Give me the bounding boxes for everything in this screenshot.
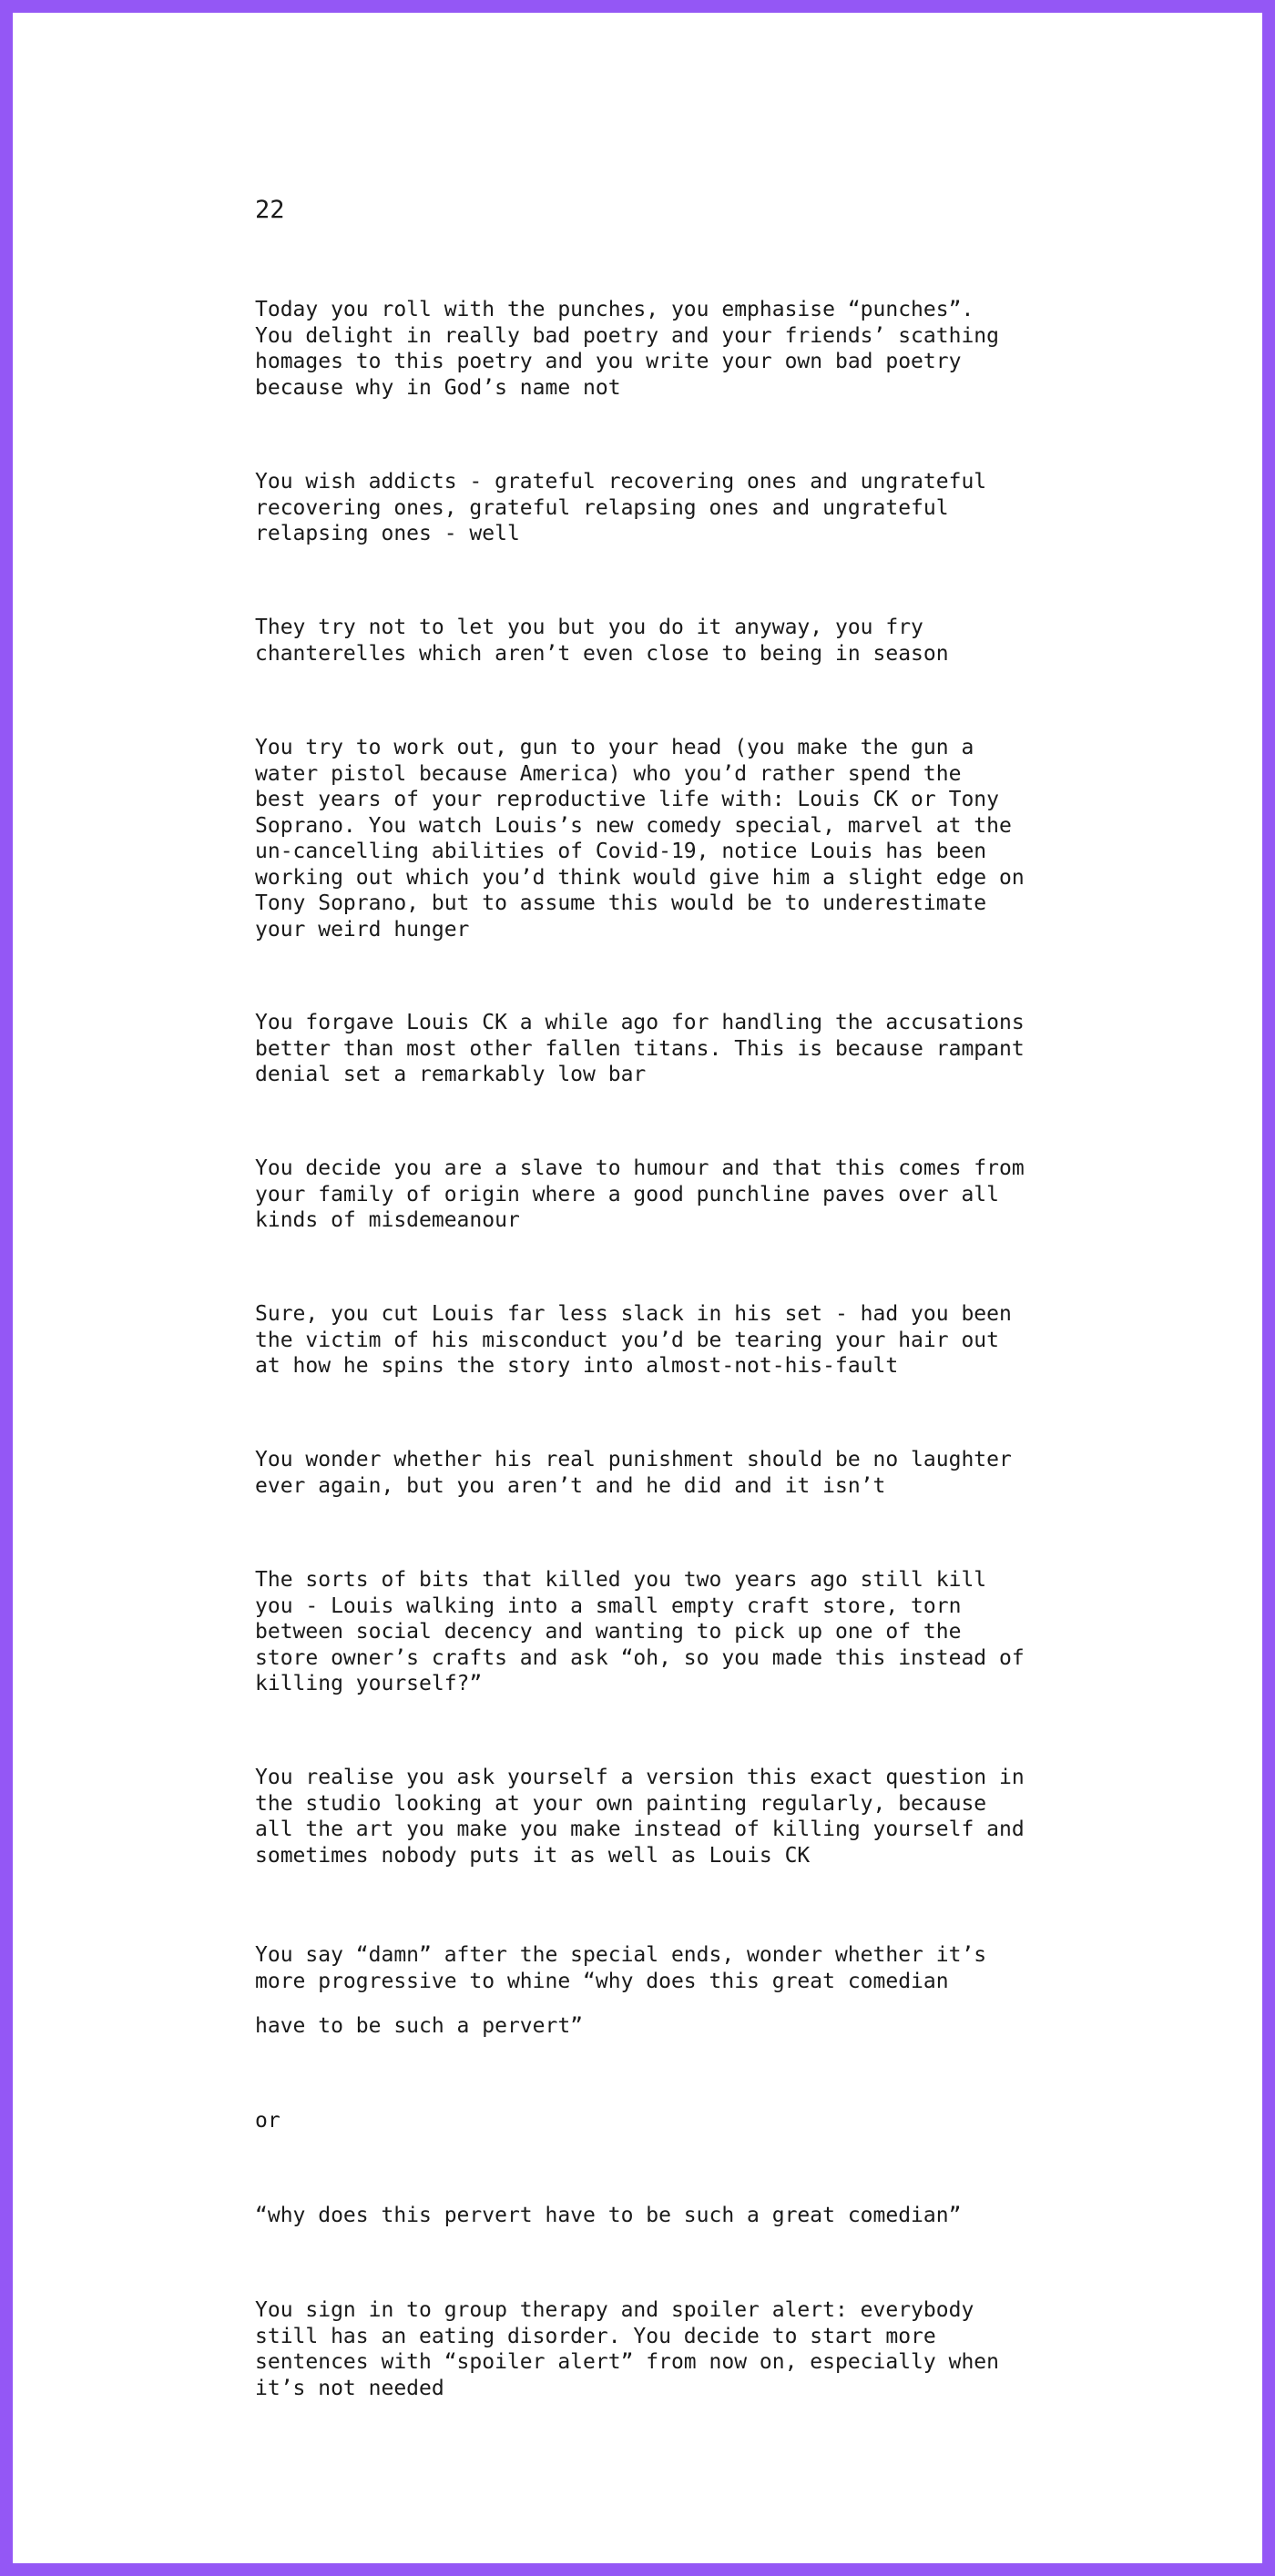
paragraph-or: or <box>255 2109 280 2133</box>
page-number: 22 <box>255 196 285 224</box>
paragraph-louis-or-tony: You try to work out, gun to your head (you make the gun a water pistol because America) who you’d rather spend the best years of your reproductive life with: Louis CK or Tony Soprano. You watch Louis’s new comedy special, marvel at the un-cancelling abilities of Covid-19, notice Louis has been working out which you’d think would give him a slight edge on Tony Soprano, but to assume this would be to underestimate your weird hunger <box>255 736 1025 942</box>
paragraph-punishment: You wonder whether his real punishment should be no laughter ever again, but you aren’t and he did and it isn’t <box>255 1448 1012 1498</box>
paragraph-humour: You decide you are a slave to humour and that this comes from your family of origin where a good punchline paves over all kinds of misdemeanour <box>255 1156 1025 1232</box>
paragraph-addicts: You wish addicts - grateful recovering ones and ungrateful recovering ones, grateful relapsing ones and ungrateful relapsing ones - well <box>255 470 987 545</box>
paragraph-group-therapy: You sign in to group therapy and spoiler alert: everybody still has an eating disorder. You decide to start more sentences with “spoiler alert” from now on, especially when it’s not needed <box>255 2298 999 2400</box>
paragraph-studio: You realise you ask yourself a version this exact question in the studio looking at your own painting regularly, because all the art you make you make instead of killing yourself and sometimes nobody puts it as well as Louis CK <box>255 1766 1025 1868</box>
paragraph-pervert-line: have to be such a pervert” <box>255 2014 584 2038</box>
paragraph-great-comedian: “why does this pervert have to be such a great comedian” <box>255 2204 962 2227</box>
paragraph-damn: You say “damn” after the special ends, wonder whether it’s more progressive to whine “why does this great comedian <box>255 1943 987 1993</box>
paragraph-chanterelles: They try not to let you but you do it anyway, you fry chanterelles which aren’t even close to being in season <box>255 616 949 666</box>
paragraph-craft-store: The sorts of bits that killed you two years ago still kill you - Louis walking into a small empty craft store, torn between social decency and wanting to pick up one of the store owner’s crafts and ask “oh, so you made this instead of killing yourself?” <box>255 1568 1025 1695</box>
paragraph-slack: Sure, you cut Louis far less slack in his set - had you been the victim of his misconduct you’d be tearing your hair out at how he spins the story into almost-not-his-fault <box>255 1302 1012 1378</box>
paragraph-forgave: You forgave Louis CK a while ago for handling the accusations better than most other fallen titans. This is because rampant denial set a remarkably low bar <box>255 1011 1025 1086</box>
paragraph-punches: Today you roll with the punches, you emphasise “punches”. You delight in really bad poetry and your friends’ scathing homages to this poetry and you write your own bad poetry because why in God’s name not <box>255 298 999 400</box>
